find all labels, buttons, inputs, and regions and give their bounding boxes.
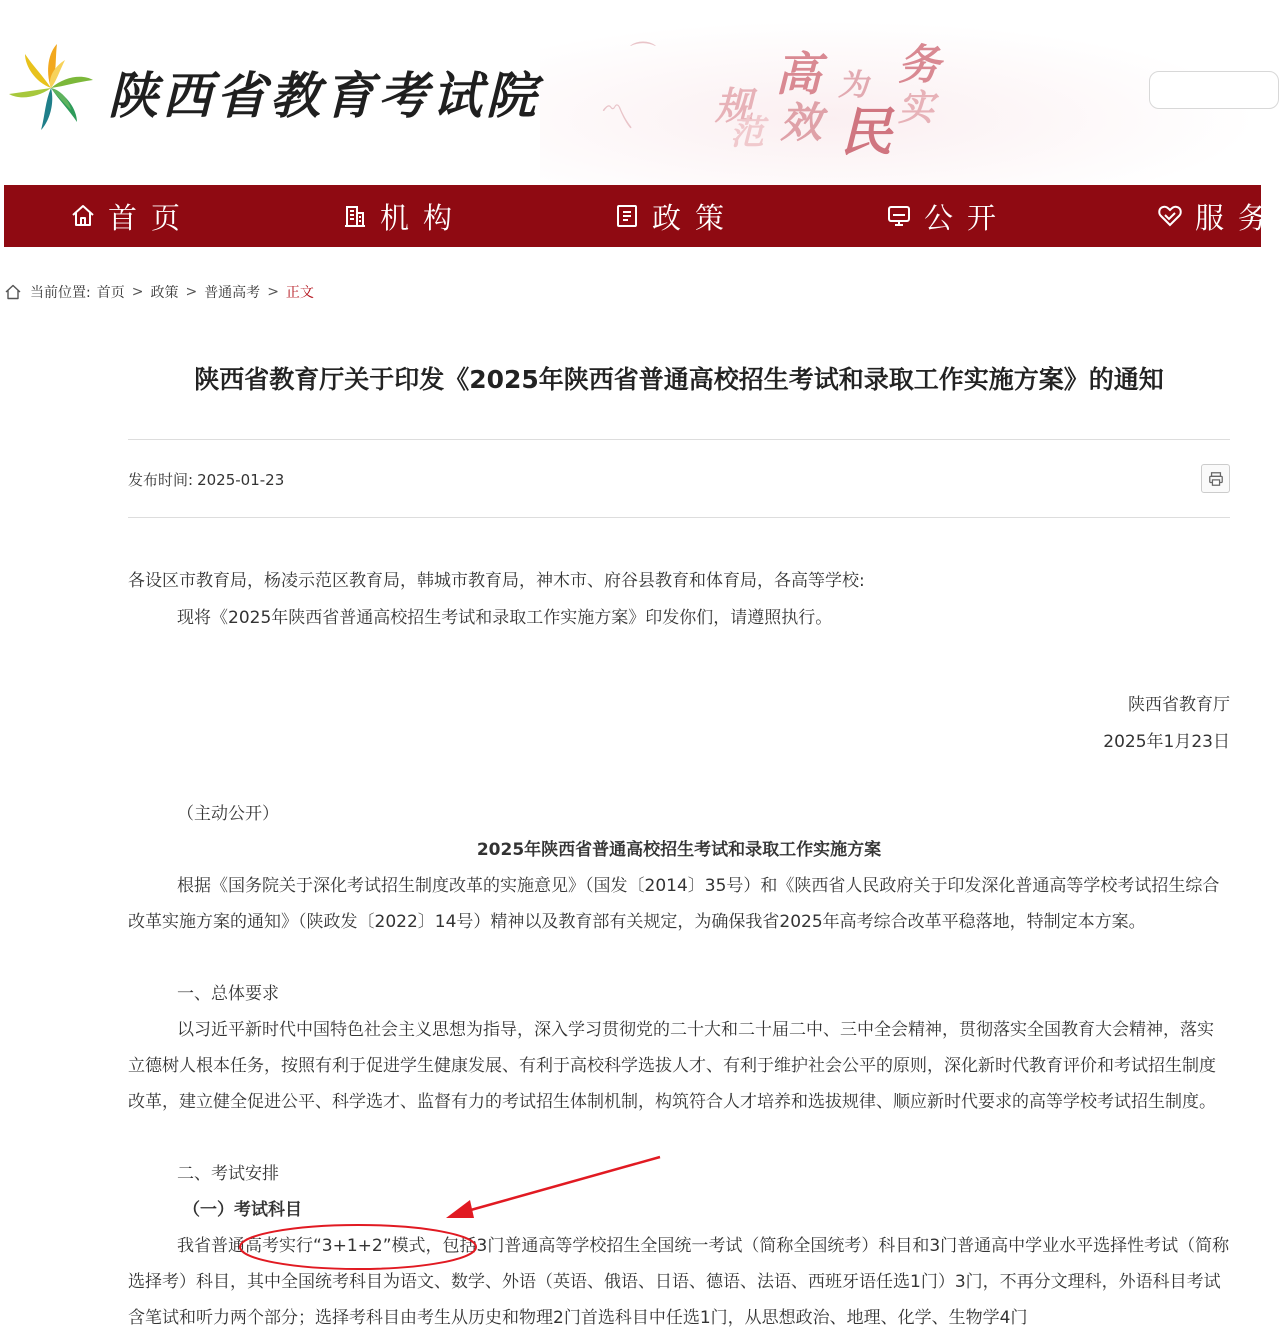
publish-meta: [128, 469, 284, 490]
nav-label: 首页: [108, 200, 195, 235]
search-input[interactable]: [1149, 71, 1279, 109]
publish-label: 发布时间:: [128, 471, 194, 489]
monitor-icon: [886, 203, 912, 229]
nav-label: 政策: [652, 200, 739, 235]
recipients-line: 各设区市教育局，杨凌示范区教育局，韩城市教育局，神木市、府谷县教育和体育局，各高等学校:: [128, 571, 865, 591]
breadcrumb-separator: >: [185, 284, 198, 300]
slogan-char: 实: [898, 87, 935, 129]
nav-item-policy[interactable]: [614, 185, 738, 247]
nav-item-institution[interactable]: [342, 185, 466, 247]
site-header: [0, 0, 1261, 185]
nav-label: 机构: [380, 200, 467, 235]
slogan-char: 高: [775, 47, 821, 101]
crane-icon: ⌒: [630, 41, 657, 71]
section-body: 以习近平新时代中国特色社会主义思想为指导，深入学习贯彻党的二十大和二十届二中、三中全会精神，贯彻落实全国教育大会精神，落实立德树人根本任务，按照有利于促进学生健康发展、有利于高校科学选拔人才、有利于维护社会公平的原则，深化新时代教育评价和考试招生制度改革，建立健全促进公平、科学选才、监督有力的考试招生体制机制，构筑符合人才培养和选拔规律、顺应新时代要求的高等学校考试招生制度。: [128, 1020, 1216, 1112]
main-nav: [4, 185, 1281, 247]
home-icon: [70, 203, 96, 229]
signature-date: 2025年1月23日: [1103, 732, 1230, 752]
notice-paragraph: 现将《2025年陕西省普通高校招生考试和录取工作实施方案》印发你们，请遵照执行。: [177, 608, 833, 628]
home-icon: [4, 283, 22, 301]
intro-paragraph: 根据《国务院关于深化考试招生制度改革的实施意见》（国发〔2014〕35号）和《陕西省人民政府关于印发深化普通高等学校考试招生综合改革实施方案的通知》（陕政发〔2022〕14号）精神以及教育部有关规定，为确保我省2025年高考综合改革平稳落地，特制定本方案。: [128, 876, 1220, 932]
slogan-char: 务: [898, 40, 941, 89]
breadcrumb-separator: >: [267, 284, 279, 300]
printer-icon: [1208, 471, 1224, 487]
article-title: 陕西省教育厅关于印发《2025年陕西省普通高校招生考试和录取工作实施方案》的通知: [194, 365, 1164, 394]
slogan-char: 民: [840, 102, 893, 163]
print-button[interactable]: [1201, 464, 1230, 493]
slogan-char: 效: [780, 98, 823, 147]
section-heading: 一、总体要求: [177, 984, 279, 1004]
subsection-heading: （一）考试科目: [183, 1200, 302, 1220]
site-title[interactable]: 陕西省教育考试院: [108, 66, 540, 125]
divider: [128, 517, 1230, 518]
breadcrumb-link-home[interactable]: 首页: [96, 285, 125, 301]
breadcrumb-prefix: 当前位置:: [30, 285, 91, 301]
breadcrumb-link-gaokao[interactable]: 普通高考: [204, 285, 261, 301]
divider: [128, 439, 1230, 440]
slogan-char: 范: [730, 113, 764, 153]
breadcrumb: [4, 281, 314, 303]
crane-icon: 〽: [600, 98, 634, 138]
heart-hand-icon: [1157, 203, 1183, 229]
building-icon: [342, 203, 368, 229]
breadcrumb-current: 正文: [285, 285, 314, 301]
publish-date: 2025-01-23: [197, 471, 285, 489]
subsection-body: 我省普通高考实行“3+1+2”模式，包括3门普通高等学校招生全国统一考试（简称全国统考）科目和3门普通高中学业水平选择性考试（简称选择考）科目，其中全国统考科目为语文、数学、外语（英语、俄语、日语、德语、法语、西班牙语任选1门）3门，不再分文理科，外语科目考试含笔试和听力两个部分；选择考科目由考生从历史和物理2门首选科目中任选1门，从思想政治、地理、化学、生物学4门: [128, 1236, 1230, 1328]
plan-title: 2025年陕西省普通高校招生考试和录取工作实施方案: [476, 840, 882, 860]
nav-item-public[interactable]: [886, 185, 1010, 247]
nav-label: 服务: [1195, 200, 1281, 235]
section-heading: 二、考试安排: [177, 1164, 279, 1184]
logo-icon[interactable]: [6, 40, 96, 135]
signature-org: 陕西省教育厅: [1128, 695, 1230, 715]
nav-item-home[interactable]: [70, 185, 194, 247]
slogan-char: 为: [838, 68, 868, 103]
nav-item-service[interactable]: [1157, 185, 1281, 247]
breadcrumb-separator: >: [131, 284, 144, 300]
nav-label: 公开: [924, 200, 1011, 235]
disclosure-label: （主动公开）: [177, 804, 279, 824]
document-icon: [614, 203, 640, 229]
breadcrumb-link-policy[interactable]: 政策: [150, 285, 179, 301]
slogan-char: 规: [715, 83, 754, 128]
